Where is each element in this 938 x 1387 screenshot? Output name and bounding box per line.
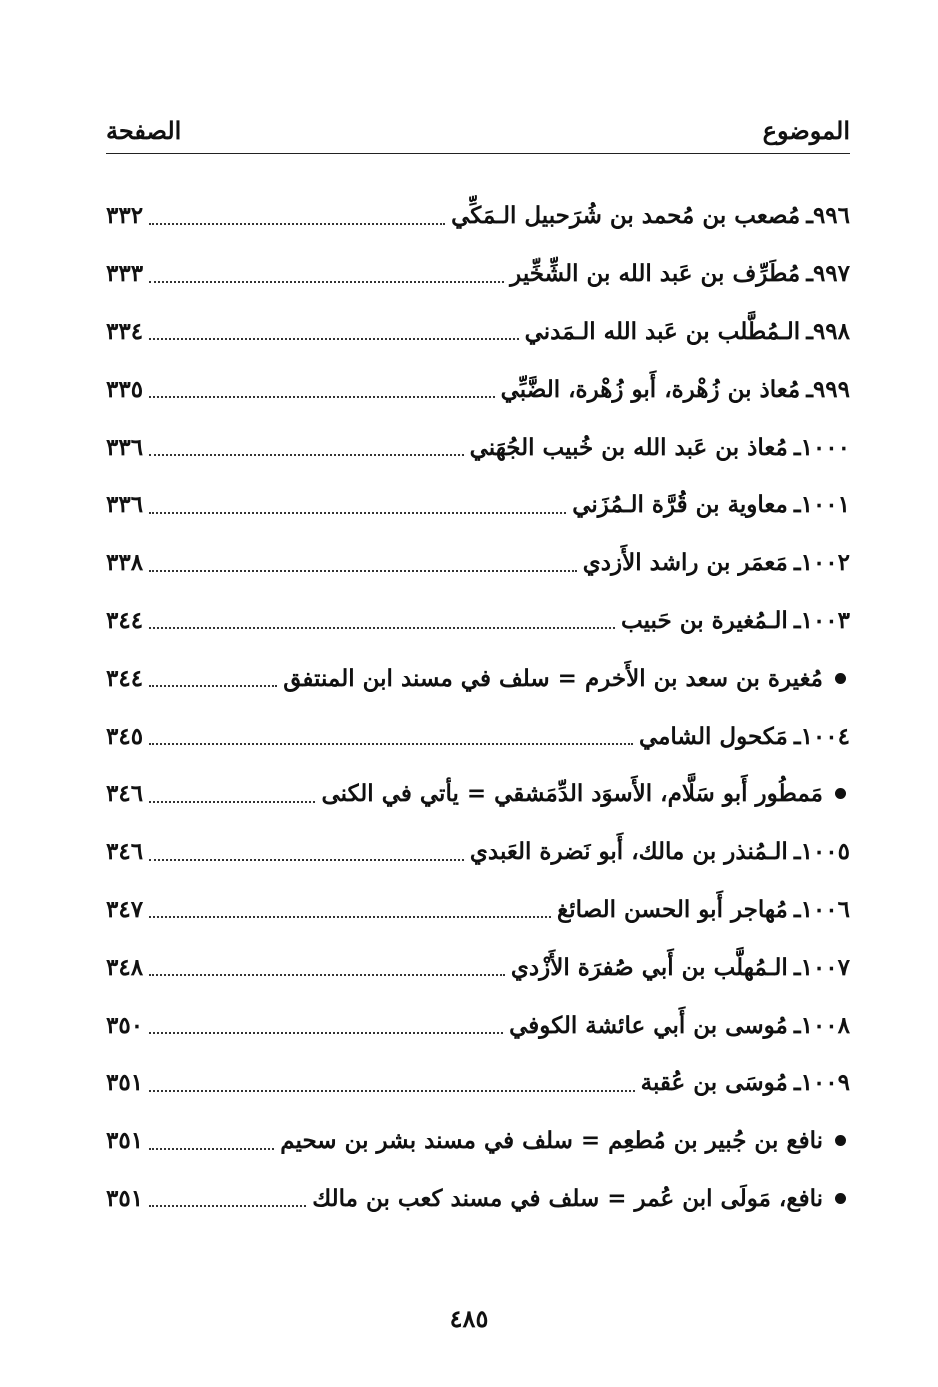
entry-number: ١٠٠٤ـ — [793, 722, 850, 750]
dot-leader — [149, 1032, 503, 1034]
entry-title: مُغيرة بن سعد بن الأَخرم = سلف في مسند ابن المنتفق — [283, 664, 823, 692]
entry-number: ٩٩٨ـ — [806, 317, 850, 345]
entry-number: ١٠٠٩ـ — [793, 1069, 850, 1097]
entry-page-number: ٣٣٥ — [106, 375, 144, 403]
entry-page-number: ٣٣٦ — [106, 433, 144, 461]
page-column-label: الصفحة — [106, 115, 182, 145]
entry-number: ١٠٠٥ـ — [793, 838, 850, 866]
entry-title: مُصعب بن مُحمد بن شُرَحبيل الـمَكِّي — [451, 202, 801, 230]
dot-leader — [149, 223, 445, 225]
index-entry — [106, 418, 850, 476]
entry-page-number: ٣٤٦ — [106, 838, 144, 866]
entry-title: نافع بن جُبير بن مُطعِم = سلف في مسند بشر بن سحيم — [280, 1127, 823, 1155]
index-entry — [106, 534, 850, 592]
dot-leader — [149, 1205, 306, 1207]
dot-leader — [149, 627, 615, 629]
entry-page-number: ٣٣٦ — [106, 491, 144, 519]
index-entry — [106, 881, 850, 939]
entry-page-number: ٣٣٣ — [106, 260, 144, 288]
entry-number: ١٠٠٦ـ — [793, 895, 850, 923]
entry-title: مُوسى بن أَبي عائشة الكوفي — [509, 1011, 788, 1039]
entry-number: ١٠٠٨ـ — [793, 1011, 850, 1039]
entry-page-number: ٣٥١ — [106, 1127, 144, 1155]
entry-page-number: ٣٣٤ — [106, 317, 144, 345]
index-entry — [106, 245, 850, 303]
entry-number: ١٠٠٢ـ — [793, 549, 850, 577]
entry-page-number: ٣٥٠ — [106, 1011, 144, 1039]
entry-title: الـمُغيرة بن حَبيب — [621, 606, 788, 634]
index-entry — [106, 996, 850, 1054]
entry-page-number: ٣٤٥ — [106, 722, 144, 750]
index-entry — [106, 1112, 850, 1170]
entry-page-number: ٣٤٤ — [106, 606, 144, 634]
index-entry — [106, 476, 850, 534]
index-entry — [106, 592, 850, 650]
entry-page-number: ٣٥١ — [106, 1069, 144, 1097]
dot-leader — [149, 685, 277, 687]
bullet-icon — [835, 788, 846, 799]
dot-leader — [149, 974, 505, 976]
dot-leader — [149, 743, 633, 745]
dot-leader — [149, 1148, 274, 1150]
entry-page-number: ٣٤٤ — [106, 664, 144, 692]
dot-leader — [149, 281, 504, 283]
entry-title: معاوية بن قُرَّة الـمُزَني — [572, 491, 788, 519]
bullet-icon — [835, 1135, 846, 1146]
dot-leader — [149, 916, 551, 918]
entry-number: ٩٩٩ـ — [806, 375, 850, 403]
entry-page-number: ٣٤٦ — [106, 780, 144, 808]
topic-column-label: الموضوع — [762, 115, 850, 145]
bullet-icon — [835, 1193, 846, 1204]
dot-leader — [149, 801, 315, 803]
entry-title: الـمُنذر بن مالك، أَبو نَضرة العَبدي — [469, 838, 788, 866]
entry-title: مُعاذ بن زُهْرة، أَبو زُهْرة، الضَّبِّي — [500, 375, 801, 403]
page-number: ٤٨٥ — [449, 1304, 489, 1333]
index-entry — [106, 187, 850, 245]
bullet-icon — [835, 673, 846, 684]
index-entry — [106, 823, 850, 881]
dot-leader — [149, 454, 464, 456]
entry-number: ٩٩٦ـ — [806, 202, 850, 230]
dot-leader — [149, 396, 495, 398]
entry-number: ١٠٠١ـ — [793, 491, 850, 519]
dot-leader — [149, 859, 464, 861]
index-entry — [106, 303, 850, 361]
dot-leader — [149, 570, 577, 572]
entry-number: ١٠٠٣ـ — [793, 606, 850, 634]
entry-title: نافع، مَولَى ابن عُمر = سلف في مسند كعب بن مالك — [312, 1184, 823, 1212]
dot-leader — [149, 338, 519, 340]
entry-page-number: ٣٥١ — [106, 1184, 144, 1212]
entry-page-number: ٣٤٨ — [106, 953, 144, 981]
entry-title: مُهاجر أَبو الحسن الصائغ — [557, 895, 788, 923]
header-divider — [106, 153, 850, 154]
index-entry — [106, 1170, 850, 1228]
entry-title: مَعمَر بن راشد الأَزدي — [582, 549, 788, 577]
entry-number: ١٠٠٠ـ — [793, 433, 850, 461]
entry-title: مُطَرِّف بن عَبد الله بن الشِّخِّير — [510, 260, 801, 288]
index-entry — [106, 707, 850, 765]
entry-title: مَكحول الشامي — [638, 722, 788, 750]
table-header — [106, 108, 850, 152]
index-entry — [106, 360, 850, 418]
index-entries — [106, 187, 850, 1227]
entry-page-number: ٣٤٧ — [106, 895, 144, 923]
entry-page-number: ٣٣٨ — [106, 549, 144, 577]
index-entry — [106, 765, 850, 823]
entry-title: الـمُطَّلب بن عَبد الله الـمَدني — [524, 317, 801, 345]
entry-number: ١٠٠٧ـ — [793, 953, 850, 981]
dot-leader — [149, 512, 566, 514]
dot-leader — [149, 1090, 635, 1092]
entry-title: الـمُهلَّب بن أَبي صُفرَة الأَزْدي — [510, 953, 788, 981]
entry-number: ٩٩٧ـ — [806, 260, 850, 288]
entry-page-number: ٣٣٢ — [106, 202, 144, 230]
entry-title: مُعاذ بن عَبد الله بن خُبيب الجُهَني — [469, 433, 788, 461]
index-entry — [106, 938, 850, 996]
entry-title: مُوسَى بن عُقبة — [640, 1069, 788, 1097]
index-entry — [106, 1054, 850, 1112]
entry-title: مَمطُور أَبو سَلَّام، الأَسوَد الدِّمَشقي = يأتي في الكنى — [321, 780, 823, 808]
index-entry — [106, 649, 850, 707]
